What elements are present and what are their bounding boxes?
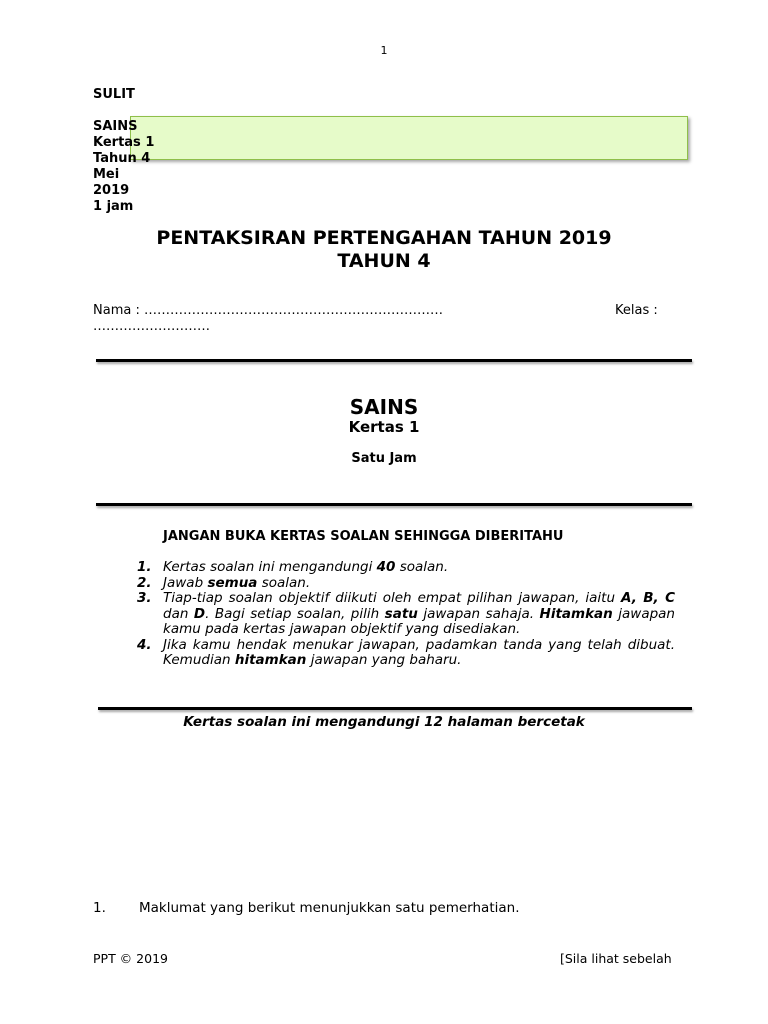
header-spacer xyxy=(93,103,154,119)
instruction-text: Jawab semua soalan. xyxy=(163,574,311,591)
header-block xyxy=(93,87,154,215)
question-text: Maklumat yang berikut menunjukkan satu pemerhatian. xyxy=(139,900,520,916)
page-count-note: Kertas soalan ini mengandungi 12 halaman bercetak xyxy=(183,714,585,730)
header-sulit: SULIT xyxy=(93,87,135,102)
header-paper: Kertas 1 xyxy=(93,135,155,150)
header-year-level: Tahun 4 xyxy=(93,151,151,166)
subject-name: SAINS xyxy=(349,395,419,419)
instruction-number: 4. xyxy=(137,636,152,653)
kelas-field: Kelas : xyxy=(615,303,658,318)
instruction-text: Jika kamu hendak menukar jawapan, padamkan tanda yang telah dibuat. Kemudian hitamkan jawapan yang baharu. xyxy=(163,636,675,668)
footer-next-page: [Sila lihat sebelah xyxy=(560,951,672,966)
divider-middle xyxy=(96,503,692,506)
header-duration: 1 jam xyxy=(93,199,134,214)
divider-top xyxy=(96,359,692,362)
instruction-item xyxy=(137,638,675,669)
instruction-item xyxy=(137,576,675,592)
highlight-box xyxy=(130,116,688,160)
instruction-text: Kertas soalan ini mengandungi 40 soalan. xyxy=(163,559,449,575)
instructions-list xyxy=(137,560,675,669)
instruction-number: 2. xyxy=(137,574,152,591)
instruction-number: 1. xyxy=(137,559,152,575)
footer-copyright: PPT © 2019 xyxy=(93,951,168,966)
question-number: 1. xyxy=(93,900,106,916)
instruction-item xyxy=(137,591,675,638)
divider-bottom xyxy=(98,707,692,710)
header-year: 2019 xyxy=(93,183,130,198)
instruction-text: Tiap-tiap soalan objektif diikuti oleh empat pilihan jawapan, iaitu A, B, C dan D. Bagi setiap soalan, pilih satu jawapan sahaja. Hitamkan jawapan kamu pada kertas jawapan objektif yang disediakan. xyxy=(163,590,675,637)
exam-subtitle: TAHUN 4 xyxy=(337,250,431,272)
subject-paper: Kertas 1 xyxy=(348,418,420,436)
header-subject: SAINS xyxy=(93,119,138,134)
header-month: Mei xyxy=(93,167,120,182)
instruction-item xyxy=(137,560,675,576)
exam-title: PENTAKSIRAN PERTENGAHAN TAHUN 2019 xyxy=(156,227,612,249)
nama-field: Nama : …………………………………………………………… xyxy=(93,303,443,318)
subject-duration: Satu Jam xyxy=(351,451,417,466)
page-number: 1 xyxy=(380,44,388,57)
kelas-dots: ……………………… xyxy=(93,319,210,334)
instruction-number: 3. xyxy=(137,590,152,606)
warning-text: JANGAN BUKA KERTAS SOALAN SEHINGGA DIBERITAHU xyxy=(163,529,564,544)
